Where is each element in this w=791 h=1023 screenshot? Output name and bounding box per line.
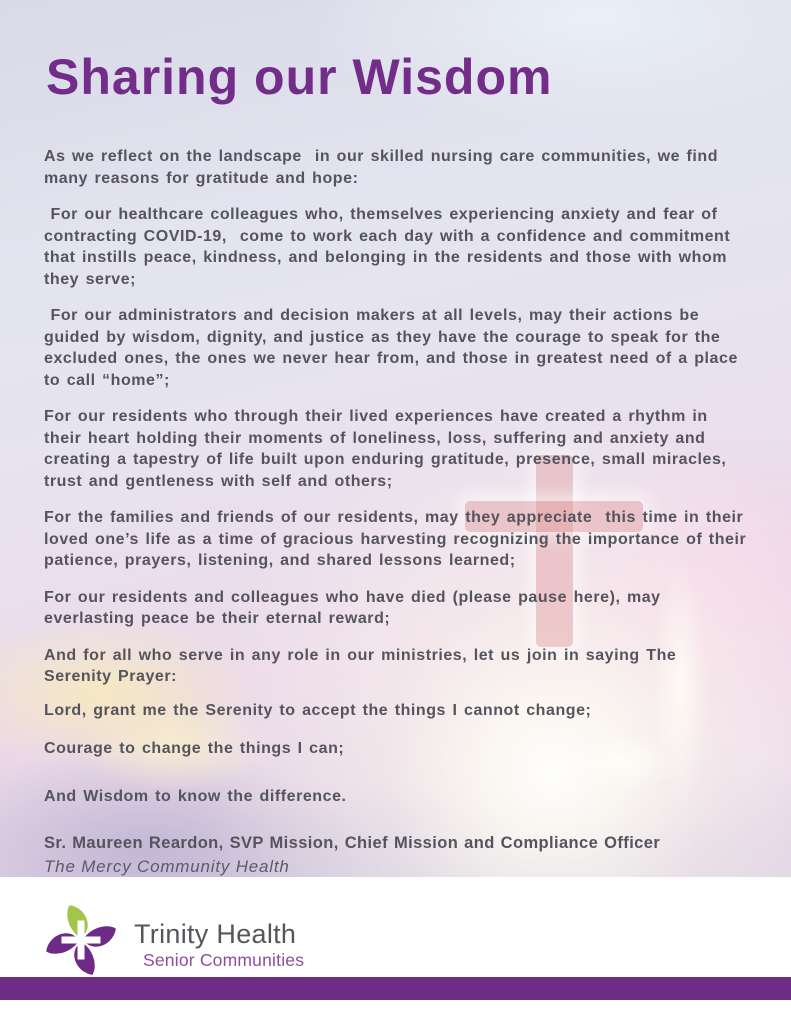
paragraph-intro: As we reflect on the landscape in our skilled nursing care communities, we find many reasons for gratitude and hope: (44, 148, 725, 187)
trinity-health-cross-icon (42, 901, 120, 979)
logo-name: Trinity Health (134, 919, 297, 949)
paragraph-serenity-line3: And Wisdom to know the difference. (44, 787, 347, 805)
footer (0, 877, 791, 1000)
logo-text (134, 909, 304, 971)
paragraph-residents: For our residents who through their lived experiences have created a rhythm in their heart holding their moments of loneliness, loss, suffering and anxiety and creating a tapestry of life built upon enduring gratitude, presence, small miracles, trust and gentleness with self and others; (44, 408, 733, 490)
paragraph-those-who-died: For our residents and colleagues who have died (please pause here), may everlasting peace be their eternal reward; (44, 588, 668, 627)
signature-name-title: Sr. Maureen Reardon, SVP Mission, Chief Mission and Compliance Officer (44, 834, 661, 852)
paragraph-administrators: For our administrators and decision makers at all levels, may their actions be guided by wisdom, dignity, and justice as they have the courage to speak for the excluded ones, the ones we never hear from, and those in greatest need of a place to call “home”; (44, 307, 745, 389)
logo-subtitle: Senior Communities (143, 950, 305, 970)
signature-organization: The Mercy Community Health (44, 857, 290, 876)
paragraph-healthcare-colleagues: For our healthcare colleagues who, themselves experiencing anxiety and fear of contracting COVID-19, come to work each day with a confidence and commitment that instills peace, kindness, and belonging in the residents and those with whom they serve; (44, 206, 737, 288)
trinity-health-logo (42, 901, 304, 979)
signature-block (44, 831, 750, 879)
paragraph-serenity-intro: And for all who serve in any role in our ministries, let us join in saying The Serenity Prayer: (44, 646, 683, 685)
paragraph-serenity-line1: Lord, grant me the Serenity to accept the things I cannot change; (44, 701, 592, 719)
paragraph-families-friends: For the families and friends of our residents, may they appreciate this time in their loved one’s life as a time of gracious harvesting recognizing the importance of their patience, prayers, listening, and shared lessons learned; (44, 509, 753, 569)
paragraph-serenity-line2: Courage to change the things I can; (44, 740, 345, 757)
page-title: Sharing our Wisdom (46, 49, 553, 105)
reflection-text (44, 146, 753, 822)
footer-accent-bar (0, 977, 791, 1000)
